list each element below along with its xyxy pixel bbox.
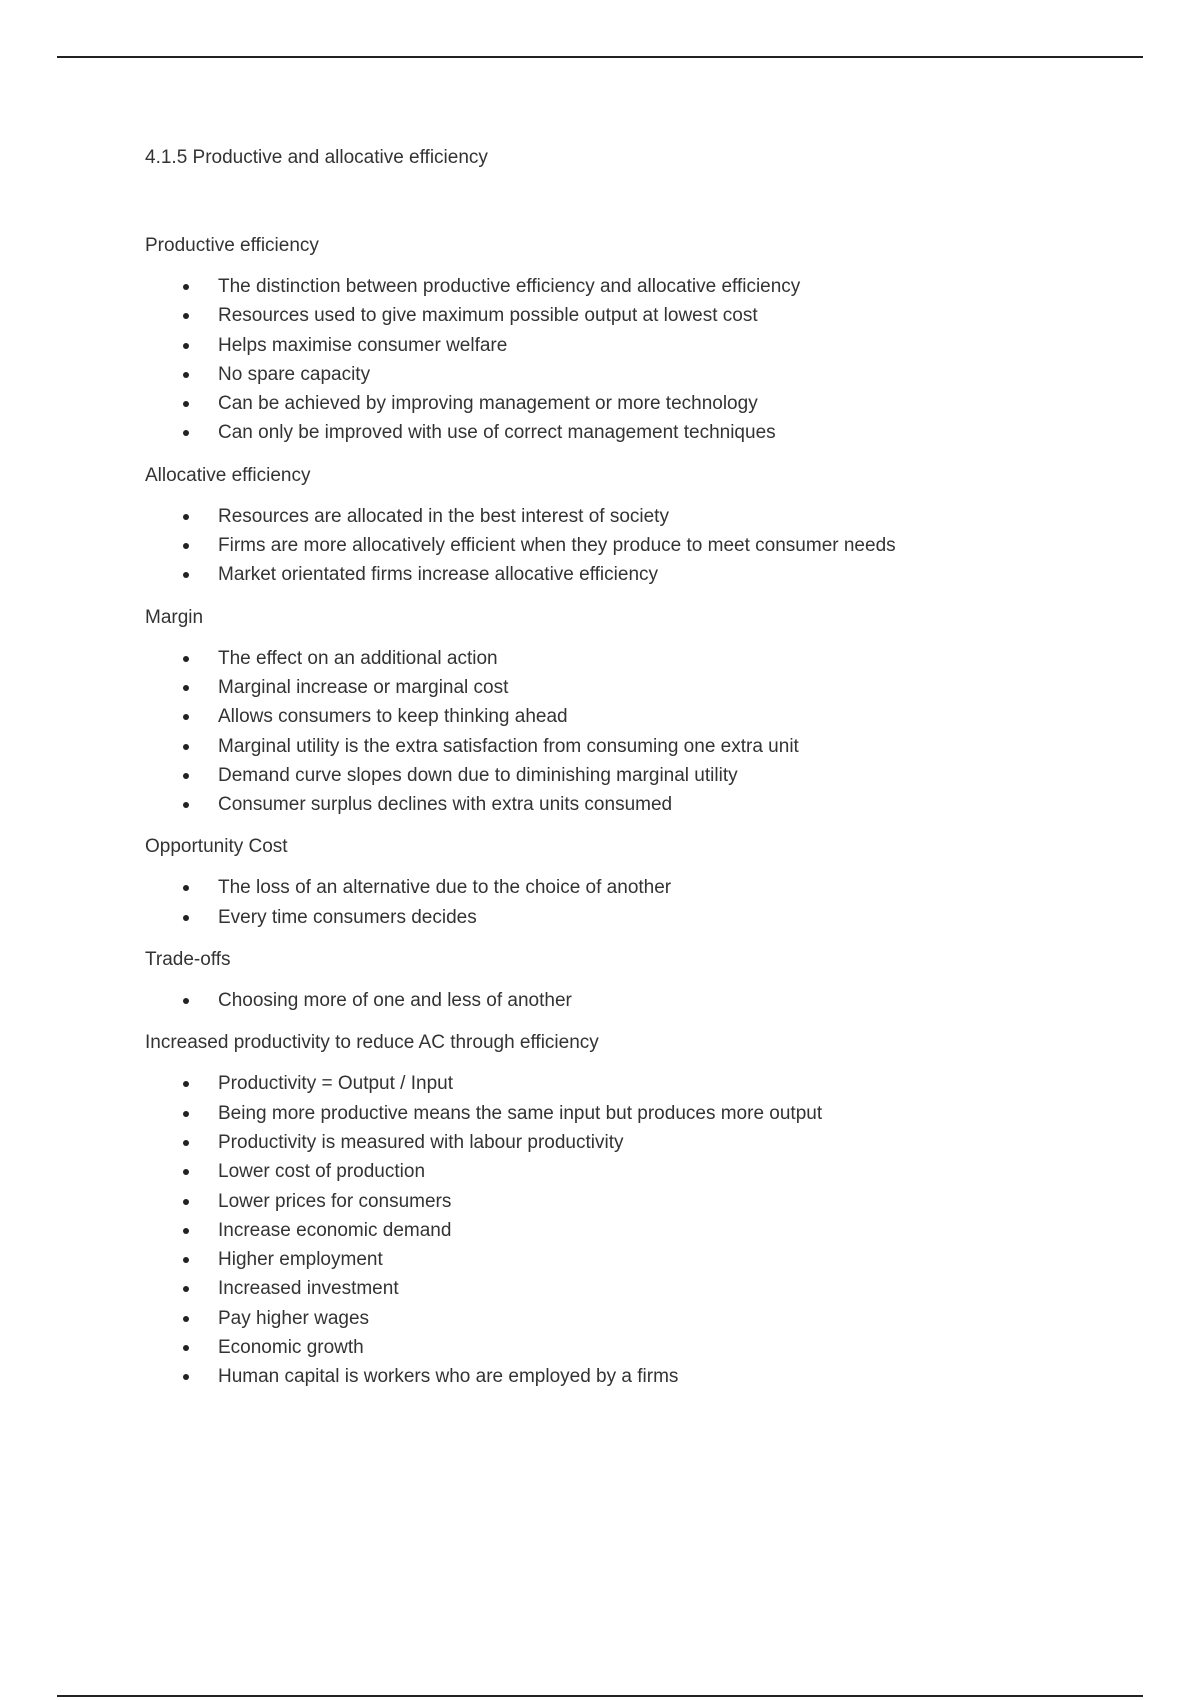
list-item-text: Resources used to give maximum possible output at lowest cost [218,305,758,327]
bullet-icon [183,430,189,436]
list-item [145,531,1145,560]
list-item-text: Being more productive means the same input but produces more output [218,1102,823,1124]
list-item [145,272,1145,301]
section-heading-allocative-efficiency: Allocative efficiency [145,464,311,486]
list-item [145,1274,1145,1303]
bullet-icon [183,1374,189,1380]
list-item [145,331,1145,360]
bullet-icon [183,1199,189,1205]
list-item [145,389,1145,418]
list-item [145,1216,1145,1245]
section-heading-trade-offs: Trade-offs [145,949,231,971]
list-item-text: Higher employment [218,1249,383,1271]
bullet-icon [183,915,189,921]
list-item [145,761,1145,790]
footer-rule [57,1695,1143,1697]
list-item [145,1069,1145,1098]
list-item-text: Increased investment [218,1278,399,1300]
list-item-text: No spare capacity [218,363,371,385]
list-item-text: The distinction between productive efficiency and allocative efficiency [218,276,801,297]
list-item-text: The effect on an additional action [218,647,498,669]
list-item [145,1245,1145,1274]
list-item [145,1128,1145,1157]
bullet-icon [183,744,189,750]
list-item-text: Allows consumers to keep thinking ahead [218,706,568,728]
list-item [145,702,1145,731]
list-item-text: Helps maximise consumer welfare [218,334,508,356]
section-heading-margin: Margin [145,606,204,628]
list-item [145,1333,1145,1362]
section-heading-increased-productivity: Increased productivity to reduce AC through efficiency [145,1032,599,1054]
list-item-text: Resources are allocated in the best interest of society [218,505,669,527]
bullet-icon [183,313,189,319]
list-item-text: Productivity = Output / Input [218,1073,453,1095]
bullet-icon [183,1169,189,1175]
bullet-list-increased-productivity [145,1069,1145,1391]
bullet-icon [183,1111,189,1117]
bullet-icon [183,1286,189,1292]
bullet-icon [183,714,189,720]
bullet-icon [183,1228,189,1234]
list-item-text: Marginal increase or marginal cost [218,676,509,698]
section-heading-productive-efficiency: Productive efficiency [145,235,319,256]
list-item [145,1157,1145,1186]
list-item-text: Consumer surplus declines with extra units consumed [218,794,673,816]
bullet-list-trade-offs [145,986,1145,1015]
list-item-text: Can only be improved with use of correct management techniques [218,422,776,444]
bullet-icon [183,514,189,520]
bullet-icon [183,1316,189,1322]
list-item-text: Can be achieved by improving management or more technology [218,393,758,415]
list-item-text: Demand curve slopes down due to diminishing marginal utility [218,764,738,786]
bullet-icon [183,802,189,808]
bullet-icon [183,1140,189,1146]
list-item [145,790,1145,819]
list-item [145,1187,1145,1216]
list-item-text: Lower cost of production [218,1161,426,1183]
list-item [145,360,1145,389]
list-item-text: Productivity is measured with labour productivity [218,1131,624,1153]
list-item [145,502,1145,531]
bullet-list-margin [145,644,1145,820]
bullet-icon [183,885,189,891]
list-item [145,986,1145,1015]
bullet-list-productive-efficiency [145,272,1145,448]
bullet-list-allocative-efficiency [145,502,1145,590]
bullet-icon [183,372,189,378]
list-item [145,644,1145,673]
bullet-icon [183,401,189,407]
document-body [145,146,1145,1408]
list-item [145,1362,1145,1391]
document-title: 4.1.5 Productive and allocative efficiency [145,147,488,168]
list-item-text: Marginal utility is the extra satisfaction from consuming one extra unit [218,735,799,757]
list-item [145,673,1145,702]
section-heading-opportunity-cost: Opportunity Cost [145,836,288,858]
list-item [145,418,1145,447]
bullet-icon [183,1345,189,1351]
list-item-text: Firms are more allocatively efficient when they produce to meet consumer needs [218,535,896,557]
list-item-text: The loss of an alternative due to the choice of another [218,877,672,899]
bullet-icon [183,543,189,549]
bullet-icon [183,656,189,662]
bullet-icon [183,685,189,691]
bullet-icon [183,284,189,290]
bullet-icon [183,773,189,779]
list-item-text: Pay higher wages [218,1307,370,1329]
header-rule [57,56,1143,58]
list-item [145,732,1145,761]
list-item-text: Choosing more of one and less of another [218,990,572,1012]
list-item [145,903,1145,932]
list-item [145,1304,1145,1333]
list-item-text: Lower prices for consumers [218,1190,452,1212]
list-item-text: Every time consumers decides [218,906,477,928]
bullet-list-opportunity-cost [145,873,1145,932]
bullet-icon [183,572,189,578]
bullet-icon [183,1257,189,1263]
list-item [145,1099,1145,1128]
list-item [145,873,1145,902]
list-item-text: Market orientated firms increase allocative efficiency [218,564,659,586]
bullet-icon [183,1081,189,1087]
list-item [145,560,1145,589]
bullet-icon [183,998,189,1004]
list-item [145,301,1145,330]
list-item-text: Economic growth [218,1337,364,1359]
list-item-text: Human capital is workers who are employed by a firms [218,1366,679,1388]
bullet-icon [183,343,189,349]
list-item-text: Increase economic demand [218,1219,452,1241]
